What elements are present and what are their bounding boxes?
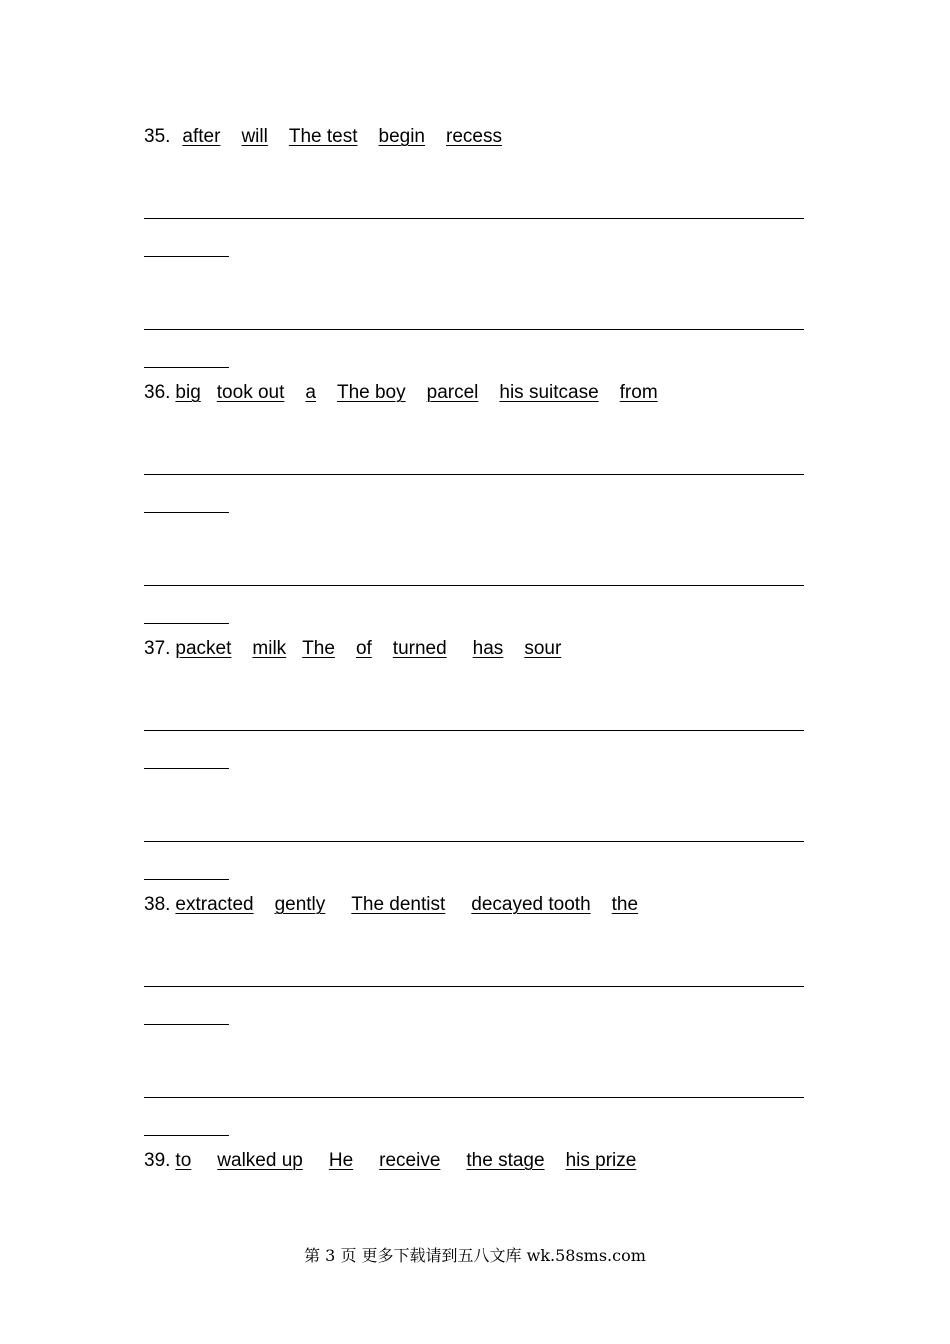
word-chip: from	[619, 382, 658, 403]
question-number: 38.	[144, 894, 171, 915]
word-chip: walked up	[217, 1150, 303, 1171]
answer-line	[144, 218, 804, 219]
word-chip: of	[355, 638, 372, 659]
answer-line-continuation	[144, 512, 229, 513]
word-chip: milk	[252, 638, 287, 659]
question-38	[144, 893, 638, 917]
answer-line	[144, 474, 804, 475]
answer-line	[144, 730, 804, 731]
answer-line	[144, 585, 804, 586]
word-chip: The test	[288, 126, 358, 147]
word-chip: turned	[392, 638, 447, 659]
word-chip: receive	[379, 1150, 441, 1171]
page-footer: 第 3 页 更多下载请到五八文库 wk.58sms.com	[304, 1246, 646, 1265]
word-chip: parcel	[426, 382, 479, 403]
word-chip: after	[182, 126, 221, 147]
word-chip: sour	[524, 638, 562, 659]
word-chip: a	[305, 382, 316, 403]
word-chip: has	[472, 638, 504, 659]
word-chip: The	[302, 638, 335, 659]
question-36	[144, 381, 658, 405]
answer-line-continuation	[144, 367, 229, 368]
question-number: 37.	[144, 638, 171, 659]
word-chip: He	[328, 1150, 354, 1171]
answer-line-continuation	[144, 1135, 229, 1136]
word-chip: the	[611, 894, 639, 915]
question-number: 36.	[144, 382, 171, 403]
word-chip: extracted	[175, 894, 254, 915]
question-35	[144, 125, 502, 149]
answer-line-continuation	[144, 879, 229, 880]
word-chip: begin	[378, 126, 425, 147]
word-chip: recess	[446, 126, 502, 147]
question-37	[144, 637, 561, 661]
answer-line-continuation	[144, 256, 229, 257]
word-chip: The boy	[336, 382, 406, 403]
word-chip: his suitcase	[499, 382, 599, 403]
word-chip: packet	[175, 638, 232, 659]
question-39	[144, 1149, 636, 1173]
answer-line	[144, 841, 804, 842]
answer-line	[144, 1097, 804, 1098]
answer-line-continuation	[144, 623, 229, 624]
word-chip: took out	[216, 382, 285, 403]
word-chip: decayed tooth	[471, 894, 591, 915]
word-chip: gently	[274, 894, 326, 915]
word-chip: The dentist	[351, 894, 446, 915]
word-chip: the stage	[466, 1150, 545, 1171]
word-chip: will	[241, 126, 268, 147]
question-number: 39.	[144, 1150, 171, 1171]
word-chip: to	[175, 1150, 192, 1171]
answer-line-continuation	[144, 768, 229, 769]
question-number: 35.	[144, 126, 171, 147]
answer-line-continuation	[144, 1024, 229, 1025]
word-chip: his prize	[565, 1150, 637, 1171]
word-chip: big	[175, 382, 201, 403]
answer-line	[144, 329, 804, 330]
answer-line	[144, 986, 804, 987]
